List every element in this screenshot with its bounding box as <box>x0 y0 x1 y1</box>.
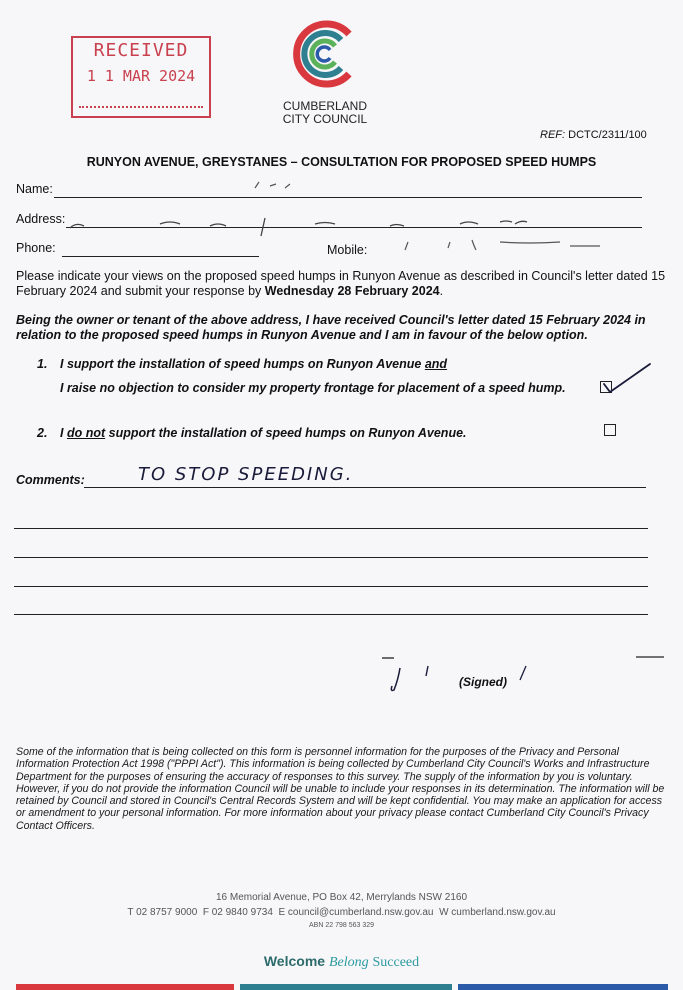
signed-label: (Signed) <box>459 675 507 689</box>
slogan <box>0 953 683 971</box>
ref-label: REF: <box>540 129 566 141</box>
council-name-line1: CUMBERLAND <box>282 99 367 113</box>
received-stamp <box>71 36 211 118</box>
comments-value: TO STOP SPEEDING. <box>138 464 354 485</box>
comments-line-4[interactable] <box>14 586 648 587</box>
ref-value: DCTC/2311/100 <box>568 129 647 141</box>
option-1-number: 1. <box>37 357 48 371</box>
footer-bar-blue <box>458 984 668 990</box>
footer-t-label: T <box>127 907 134 918</box>
phone-label: Phone: <box>16 241 56 255</box>
option-2-do-not: do not <box>66 426 106 440</box>
intro-paragraph <box>16 269 666 299</box>
name-label: Name: <box>16 182 53 196</box>
slogan-belong: Belong <box>328 955 369 970</box>
footer-w-label: W <box>439 907 449 918</box>
address-label: Address: <box>16 212 66 226</box>
footer-website[interactable]: cumberland.nsw.gov.au <box>451 907 556 918</box>
option-1-checkmark-icon <box>596 360 654 396</box>
footer-contacts <box>0 907 683 918</box>
stamp-date: 1 1 MAR 2024 <box>86 67 196 85</box>
stamp-dotted-line <box>79 106 203 108</box>
comments-label: Comments: <box>16 473 85 487</box>
option-1-line1 <box>60 357 447 372</box>
option-1-text: I support the installation of speed humps on Runyon Avenue <box>60 357 425 371</box>
comments-line-2[interactable] <box>14 528 648 529</box>
mobile-label: Mobile: <box>327 243 368 257</box>
reference-number <box>540 129 647 141</box>
option-1-and: and <box>424 357 448 371</box>
comments-field[interactable] <box>84 487 646 488</box>
footer-e-label: E <box>278 907 286 918</box>
form-title: RUNYON AVENUE, GREYSTANES – CONSULTATION FOR PROPOSED SPEED HUMPS <box>86 155 597 169</box>
footer-bar-red <box>16 984 234 990</box>
council-logo-icon <box>285 16 361 92</box>
redacted-handwriting <box>60 180 620 260</box>
privacy-notice: Some of the information that is being collected on this form is personnel information for the purposes of the Privacy and Personal Information Protection Act 1998 ("PPPI Act"). This information is being collected by Cumberland City Council's Works and Infrastructure Department for the purposes of ensuring the accuracy of responses to this survey. The supply of the information by you is voluntary. However, if you do not provide the information Council will be unable to include your responses in its determination. The information will be retained by Council and stored in Council's Central Records System and will be kept confidential. You may make an application for access or amendment to your personal information. For more information about your privacy please contact Cumberland City Council's Privacy Contact Officers. <box>16 746 665 832</box>
option-2-line <box>60 426 467 441</box>
slogan-welcome: Welcome <box>263 953 326 969</box>
slogan-succeed: Succeed <box>372 955 420 970</box>
option-2-text-c: support the installation of speed humps on Runyon Avenue. <box>105 426 467 440</box>
declaration: Being the owner or tenant of the above address, I have received Council's letter dated 15 February 2024 in relation to the proposed speed humps in Runyon Avenue and I am in favour of the below option. <box>16 313 646 342</box>
footer-address: 16 Memorial Avenue, PO Box 42, Merrylands NSW 2160 <box>215 892 468 903</box>
footer-email[interactable]: council@cumberland.nsw.gov.au <box>287 907 434 918</box>
footer-bar-teal <box>240 984 452 990</box>
option-2-text-a: I <box>60 426 67 440</box>
option-2-checkbox[interactable] <box>604 424 616 436</box>
footer-phone: 02 8757 9000 <box>136 907 198 918</box>
option-2-number: 2. <box>37 426 48 440</box>
footer-fax: 02 9840 9734 <box>211 907 273 918</box>
intro-deadline: Wednesday 28 February 2024 <box>264 284 440 298</box>
intro-end: . <box>439 284 444 298</box>
council-name-line2: CITY COUNCIL <box>282 112 368 126</box>
footer-f-label: F <box>202 907 209 918</box>
footer-abn: ABN 22 798 563 329 <box>309 922 374 929</box>
option-1-line2: I raise no objection to consider my property frontage for placement of a speed hump. <box>60 381 566 395</box>
council-name <box>270 100 380 126</box>
intro-text: Please indicate your views on the proposed speed humps in Runyon Avenue as described in Council's letter dated 15 February 2024 and submit your response by <box>16 269 666 298</box>
comments-line-5[interactable] <box>14 614 648 615</box>
stamp-title: RECEIVED <box>93 40 189 61</box>
signature-scribble <box>378 650 668 696</box>
comments-line-3[interactable] <box>14 557 648 558</box>
